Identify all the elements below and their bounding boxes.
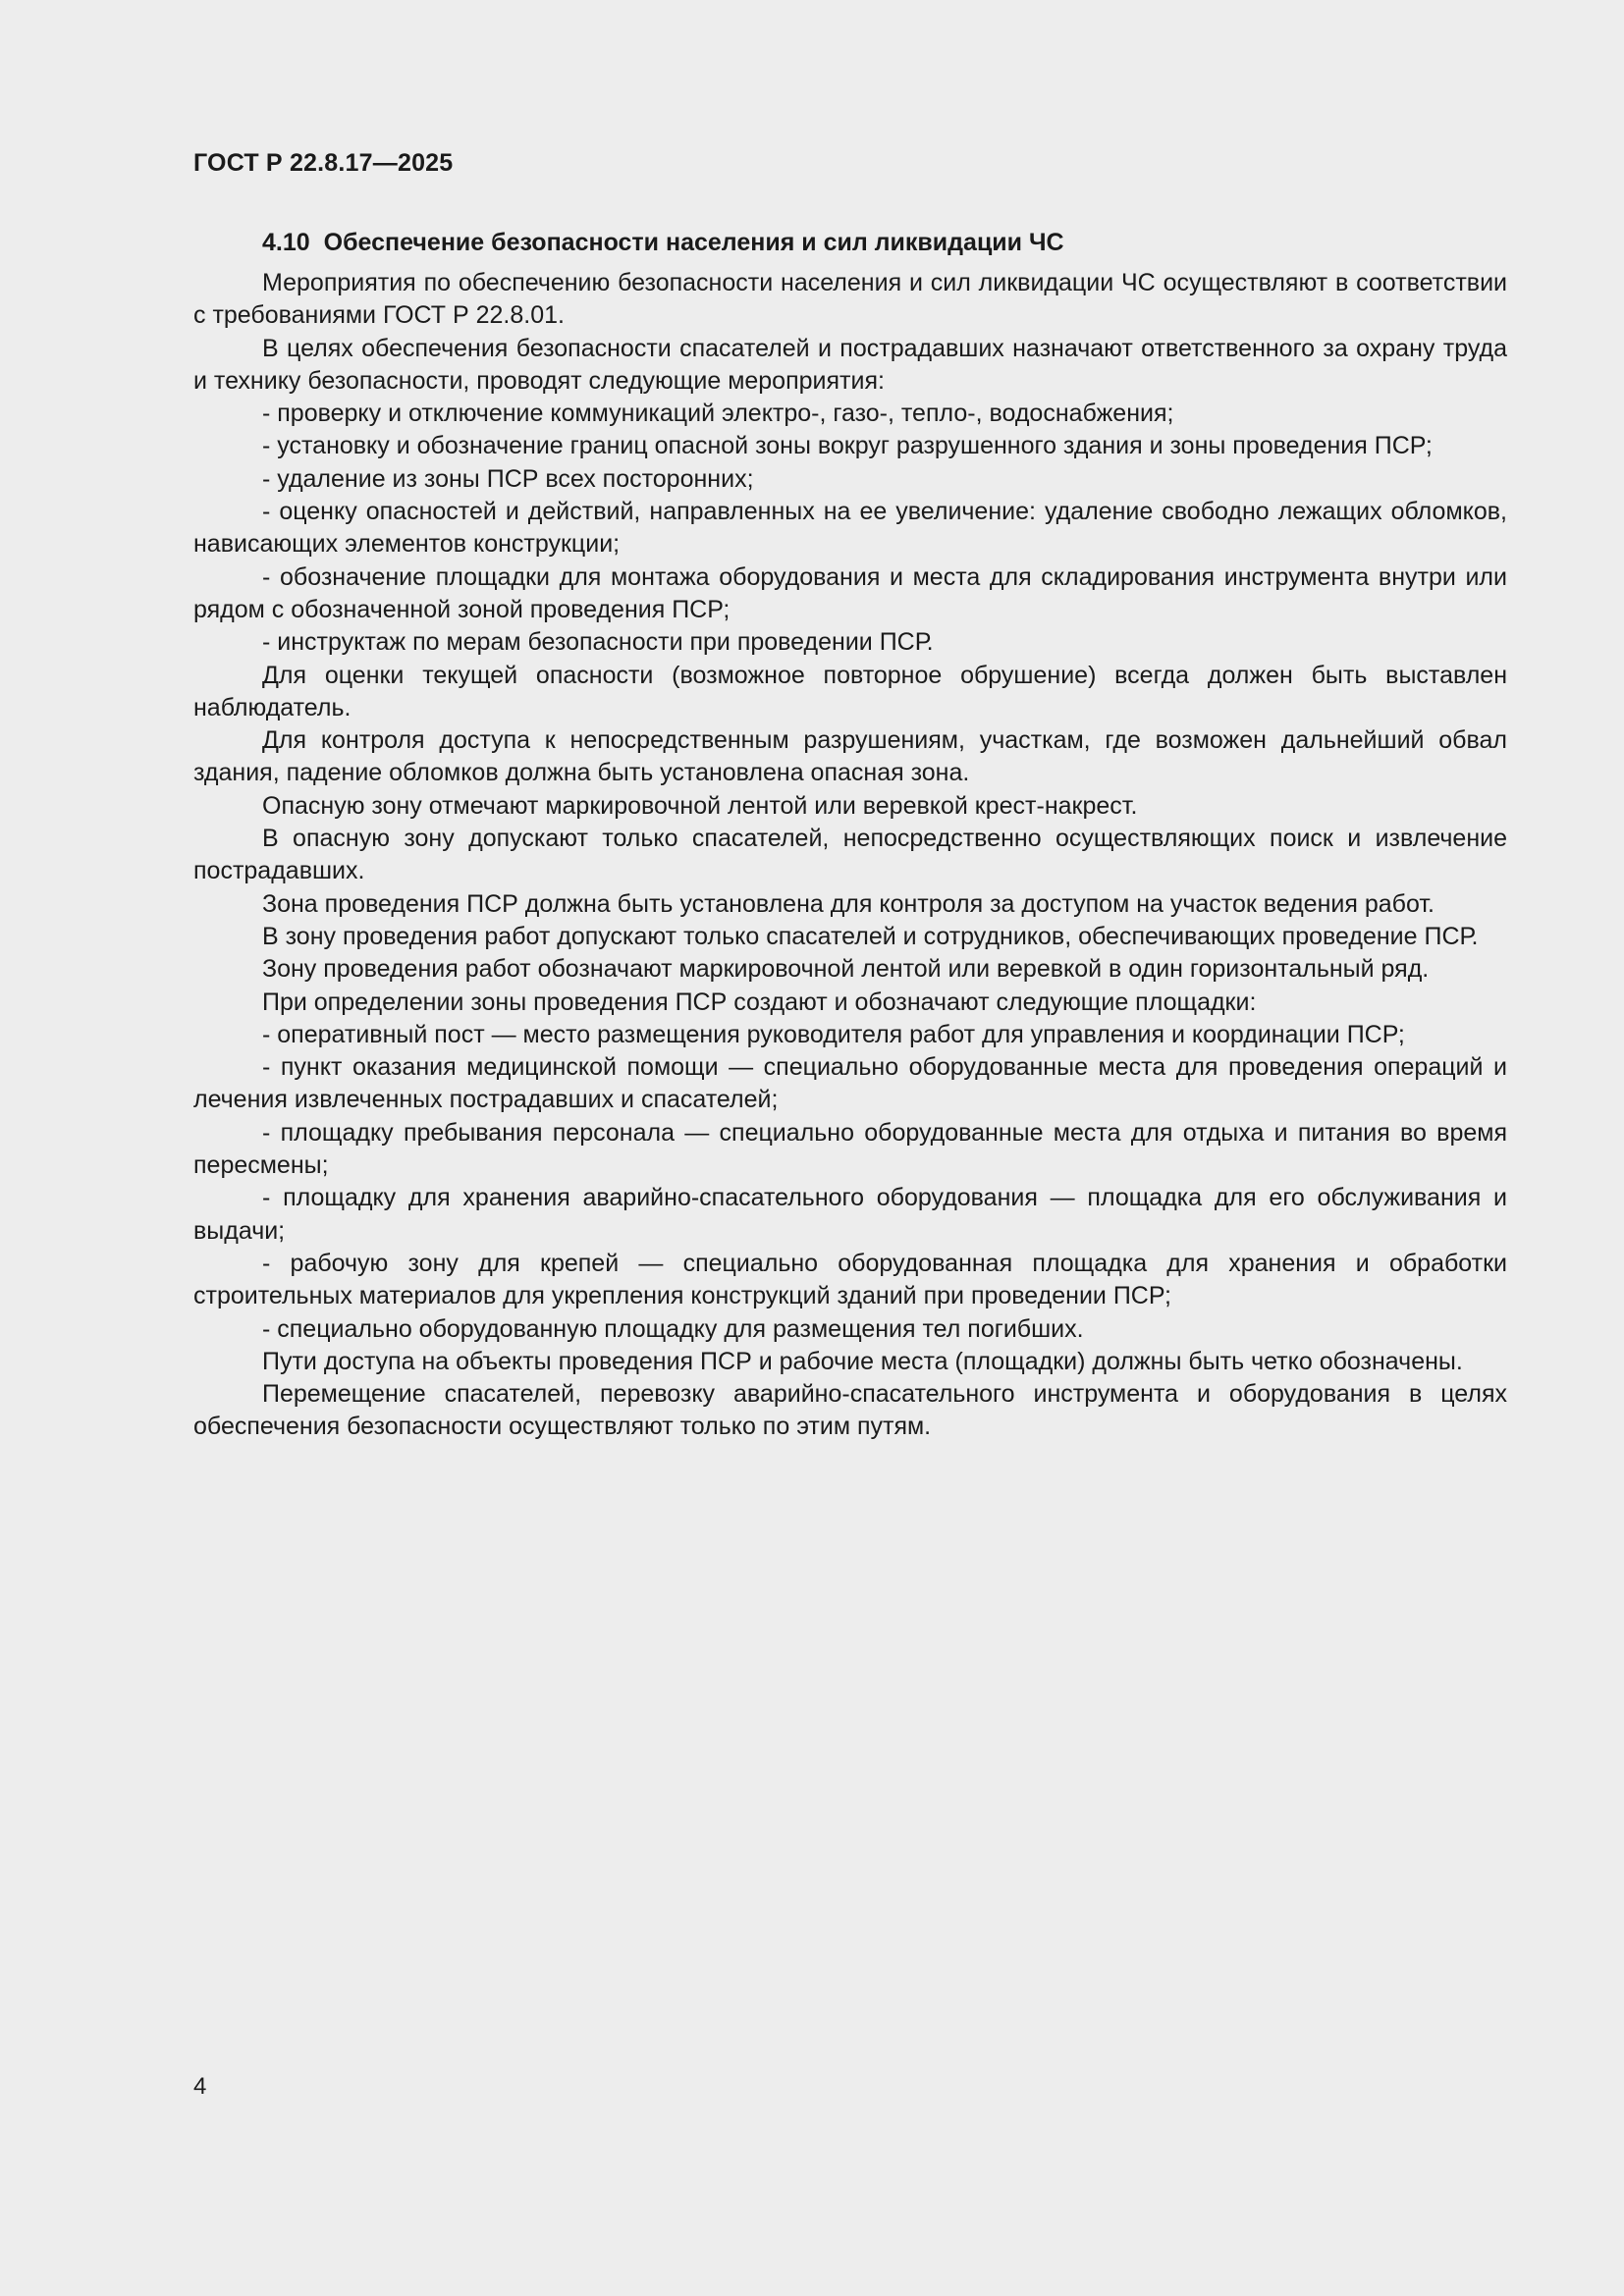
list-item: - оперативный пост — место размещения руководителя работ для управления и координации ПСР; (262, 1020, 1405, 1048)
paragraph: Для контроля доступа к непосредственным разрушениям, участкам, где возможен дальнейший обвал здания, падение обломков должна быть установлена опасная зона. (193, 726, 1507, 787)
section-heading (193, 227, 1507, 259)
list-item: - специально оборудованную площадку для размещения тел погибших. (262, 1314, 1084, 1343)
paragraph: Зону проведения работ обозначают маркировочной лентой или веревкой в один горизонтальный ряд. (262, 955, 1430, 984)
paragraph: В зону проведения работ допускают только спасателей и сотрудников, обеспечивающих проведение ПСР. (262, 922, 1479, 950)
section-number: 4.10 (262, 229, 310, 256)
paragraph: Для оценки текущей опасности (возможное повторное обрушение) всегда должен быть выставлен наблюдатель. (193, 661, 1507, 721)
list-item: - обозначение площадки для монтажа оборудования и места для складирования инструмента внутри или рядом с обозначенной зоной проведения ПСР; (193, 562, 1507, 623)
paragraph: Мероприятия по обеспечению безопасности населения и сил ликвидации ЧС осуществляют в соответствии с требованиями ГОСТ Р 22.8.01. (193, 269, 1507, 330)
list-item: - рабочую зону для крепей — специально оборудованная площадка для хранения и обработки строительных материалов для укрепления конструкций зданий при проведении ПСР; (193, 1249, 1507, 1310)
paragraph: Опасную зону отмечают маркировочной лентой или веревкой крест-накрест. (262, 791, 1138, 820)
list-item: - оценку опасностей и действий, направленных на ее увеличение: удаление свободно лежащих обломков, нависающих элементов конструкции; (193, 498, 1507, 559)
paragraph: В опасную зону допускают только спасателей, непосредственно осуществляющих поиск и извлечение пострадавших. (193, 825, 1507, 885)
list-item: - пункт оказания медицинской помощи — специально оборудованные места для проведения операций и лечения извлеченных пострадавших и спасателей; (193, 1053, 1507, 1114)
list-item: - установку и обозначение границ опасной зоны вокруг разрушенного здания и зоны проведения ПСР; (262, 432, 1433, 460)
paragraph: Зона проведения ПСР должна быть установлена для контроля за доступом на участок ведения работ. (262, 889, 1435, 918)
list-item: - проверку и отключение коммуникаций электро-, газо-, тепло-, водоснабжения; (262, 400, 1174, 428)
list-item: - площадку для хранения аварийно-спасательного оборудования — площадка для его обслуживания и выдачи; (193, 1184, 1507, 1245)
list-item: - площадку пребывания персонала — специально оборудованные места для отдыха и питания во время пересмены; (193, 1118, 1507, 1180)
paragraph: Перемещение спасателей, перевозку аварийно-спасательного инструмента и оборудования в целях обеспечения безопасности осуществляют только по этим путям. (193, 1380, 1507, 1441)
list-item: - удаление из зоны ПСР всех посторонних; (262, 464, 754, 493)
section-title: Обеспечение безопасности населения и сил ликвидации ЧС (323, 229, 1064, 256)
document-header: ГОСТ Р 22.8.17—2025 (193, 149, 454, 177)
list-item: - инструктаж по мерам безопасности при проведении ПСР. (262, 628, 934, 657)
page-number: 4 (193, 2073, 207, 2100)
paragraph: При определении зоны проведения ПСР создают и обозначают следующие площадки: (262, 988, 1257, 1016)
document-body (193, 227, 1507, 1444)
paragraph: В целях обеспечения безопасности спасателей и пострадавших назначают ответственного за охрану труда и технику безопасности, проводят следующие мероприятия: (193, 334, 1507, 395)
paragraph: Пути доступа на объекты проведения ПСР и рабочие места (площадки) должны быть четко обозначены. (262, 1347, 1463, 1375)
